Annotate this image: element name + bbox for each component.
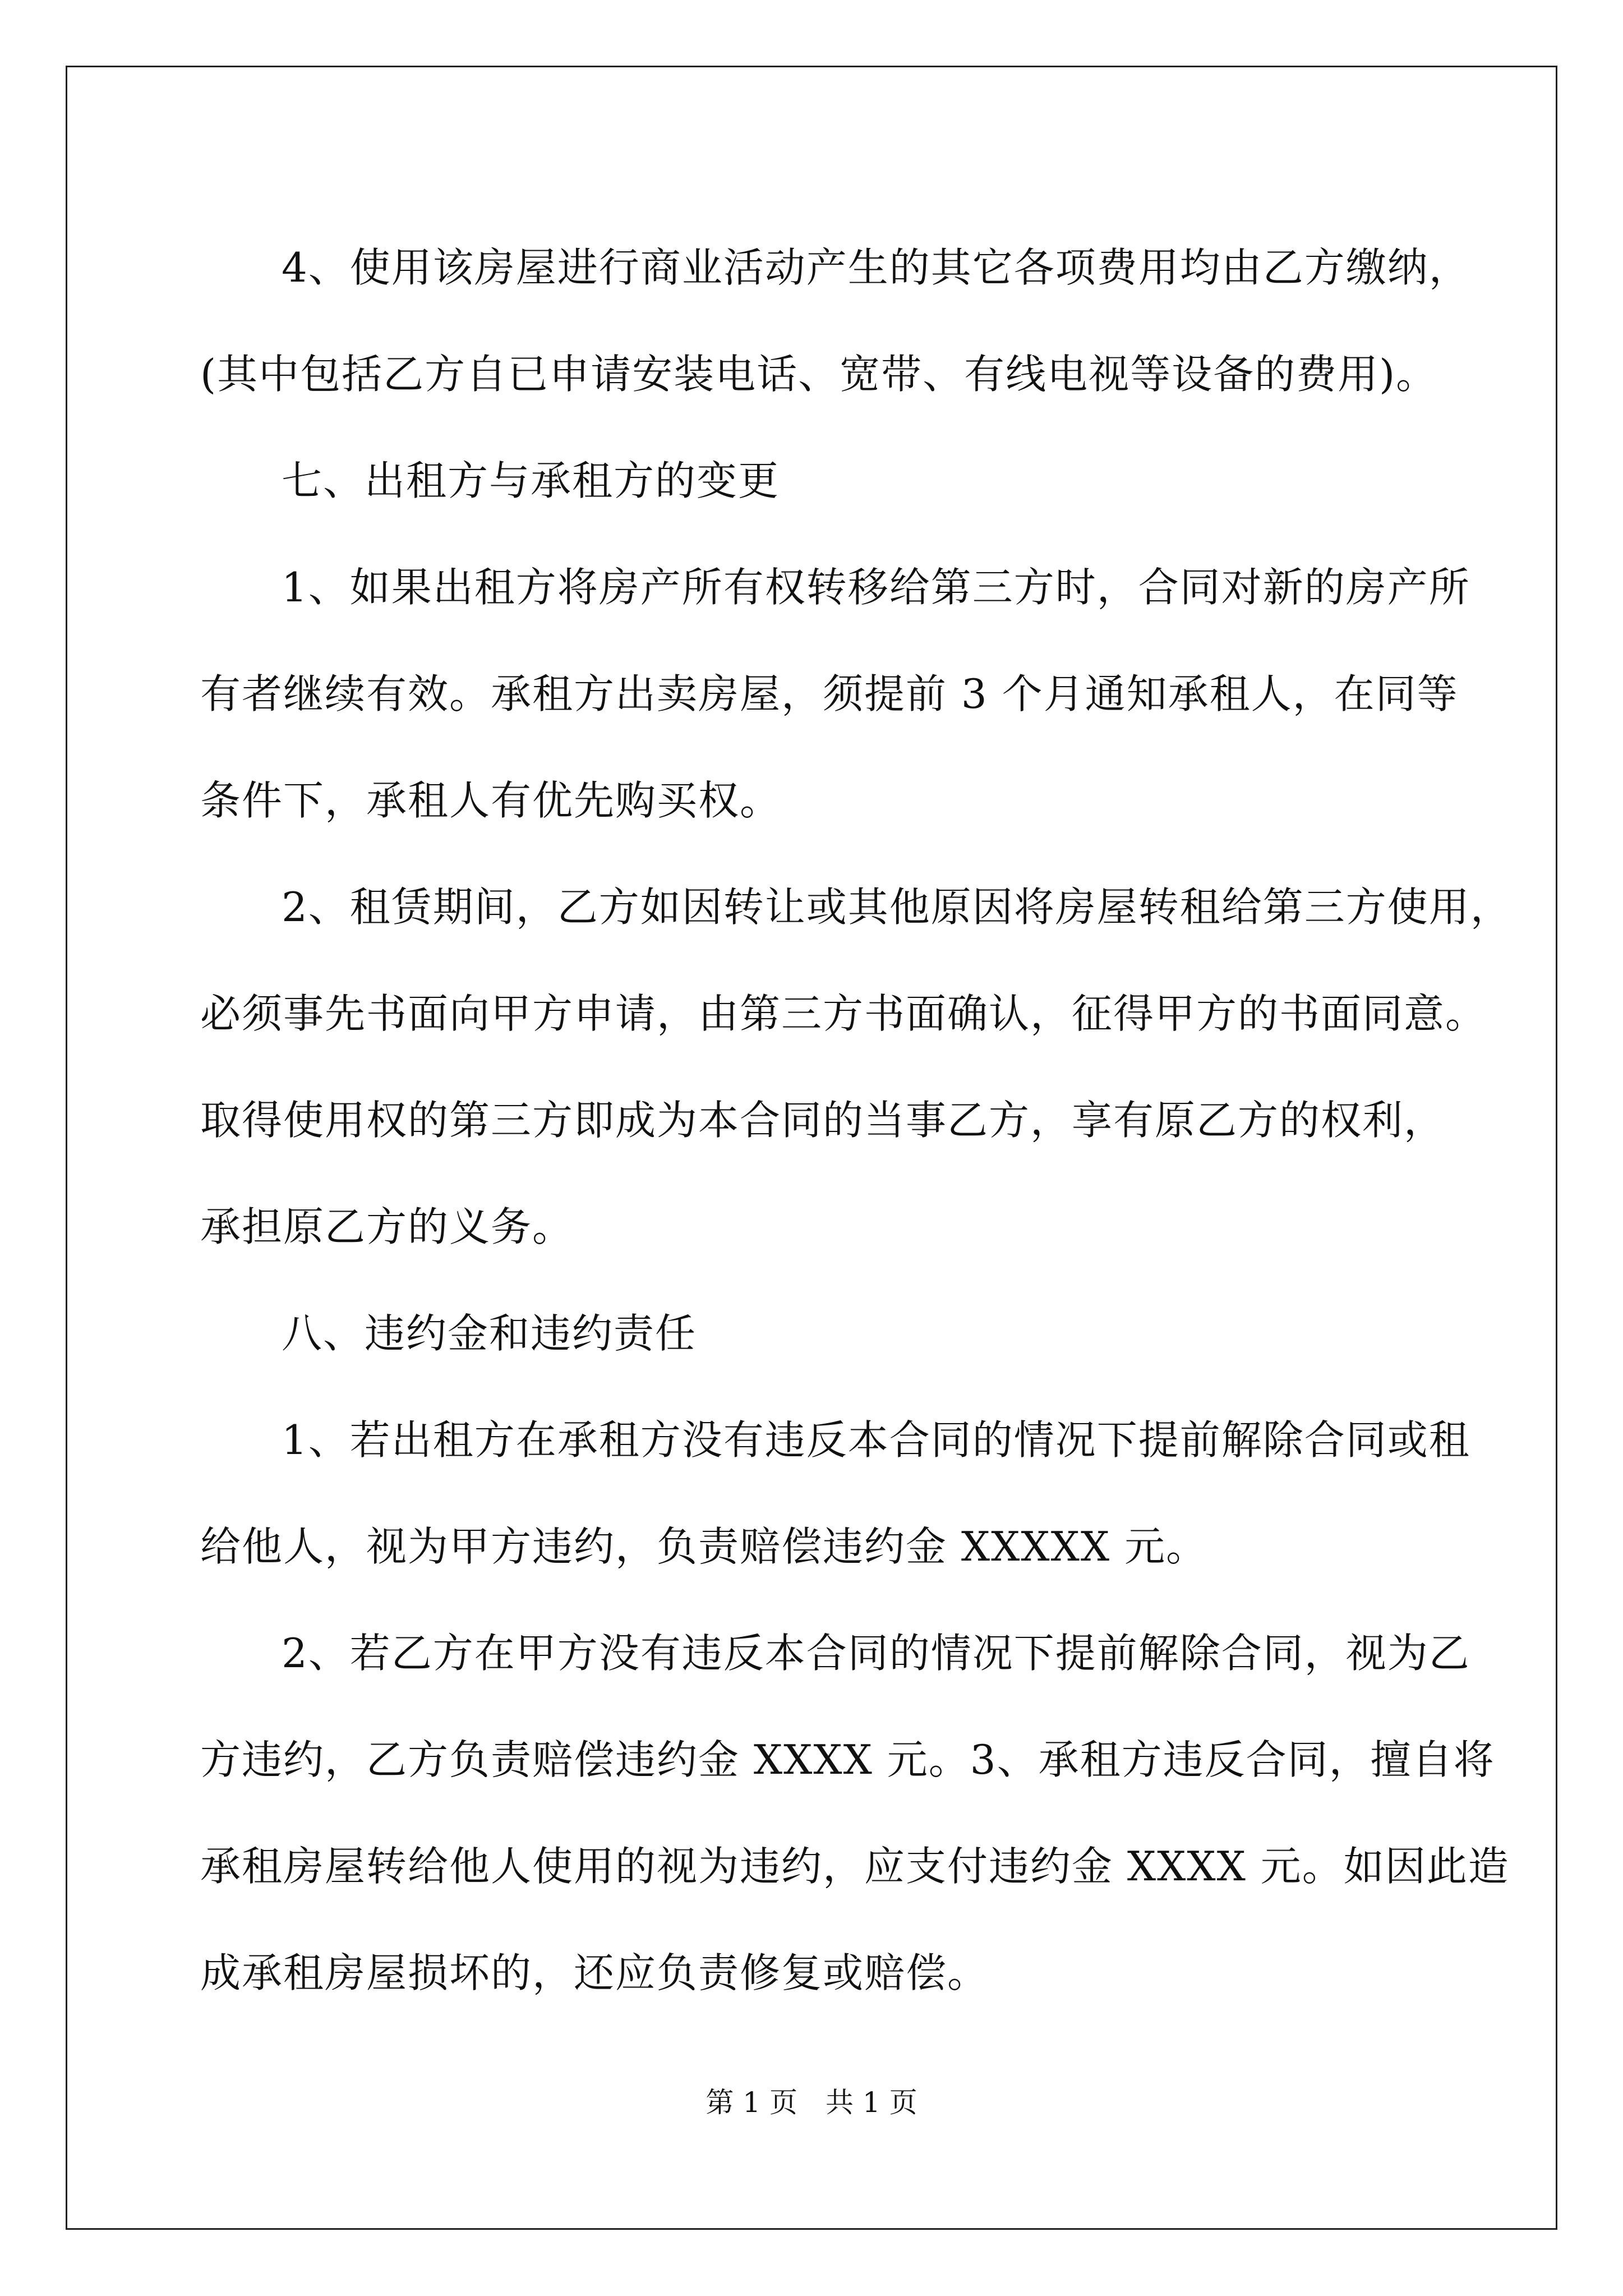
text-line: 取得使用权的第三方即成为本合同的当事乙方，享有原乙方的权利， xyxy=(200,1097,1446,1144)
text-line: 承担原乙方的义务。 xyxy=(200,1203,574,1250)
section-heading: 七、出租方与承租方的变更 xyxy=(282,457,780,504)
text-line: 1、若出租方在承租方没有违反本合同的情况下提前解除合同或租 xyxy=(282,1416,1470,1464)
text-line: 2、租赁期间，乙方如因转让或其他原因将房屋转租给第三方使用， xyxy=(282,884,1512,931)
text-line: 必须事先书面向甲方申请，由第三方书面确认，征得甲方的书面同意。 xyxy=(200,990,1487,1037)
text-line: (其中包括乙方自已申请安装电话、宽带、有线电视等设备的费用)。 xyxy=(200,351,1438,398)
page-number-total: 共 1 页 xyxy=(826,2086,917,2119)
page-footer xyxy=(0,2086,1623,2119)
text-line: 给他人，视为甲方违约，负责赔偿违约金 XXXXX 元。 xyxy=(200,1523,1208,1570)
text-line: 成承租房屋损坏的，还应负责修复或赔偿。 xyxy=(200,1949,989,1996)
text-line: 4、使用该房屋进行商业活动产生的其它各项费用均由乙方缴纳， xyxy=(282,244,1470,291)
text-line: 承租房屋转给他人使用的视为违约，应支付违约金 XXXX 元。如因此造 xyxy=(200,1843,1510,1890)
page-number-current: 第 1 页 xyxy=(706,2086,797,2119)
document-body xyxy=(200,214,1512,2026)
section-heading: 八、违约金和违约责任 xyxy=(282,1310,697,1357)
text-line: 条件下，承租人有优先购买权。 xyxy=(200,777,782,824)
text-line: 方违约，乙方负责赔偿违约金 XXXX 元。3、承租方违反合同，擅自将 xyxy=(200,1736,1495,1783)
text-line: 1、如果出租方将房产所有权转移给第三方时，合同对新的房产所 xyxy=(282,564,1470,611)
text-line: 2、若乙方在甲方没有违反本合同的情况下提前解除合同，视为乙 xyxy=(282,1630,1470,1677)
text-line: 有者继续有效。承租方出卖房屋，须提前 3 个月通知承租人，在同等 xyxy=(200,670,1459,717)
